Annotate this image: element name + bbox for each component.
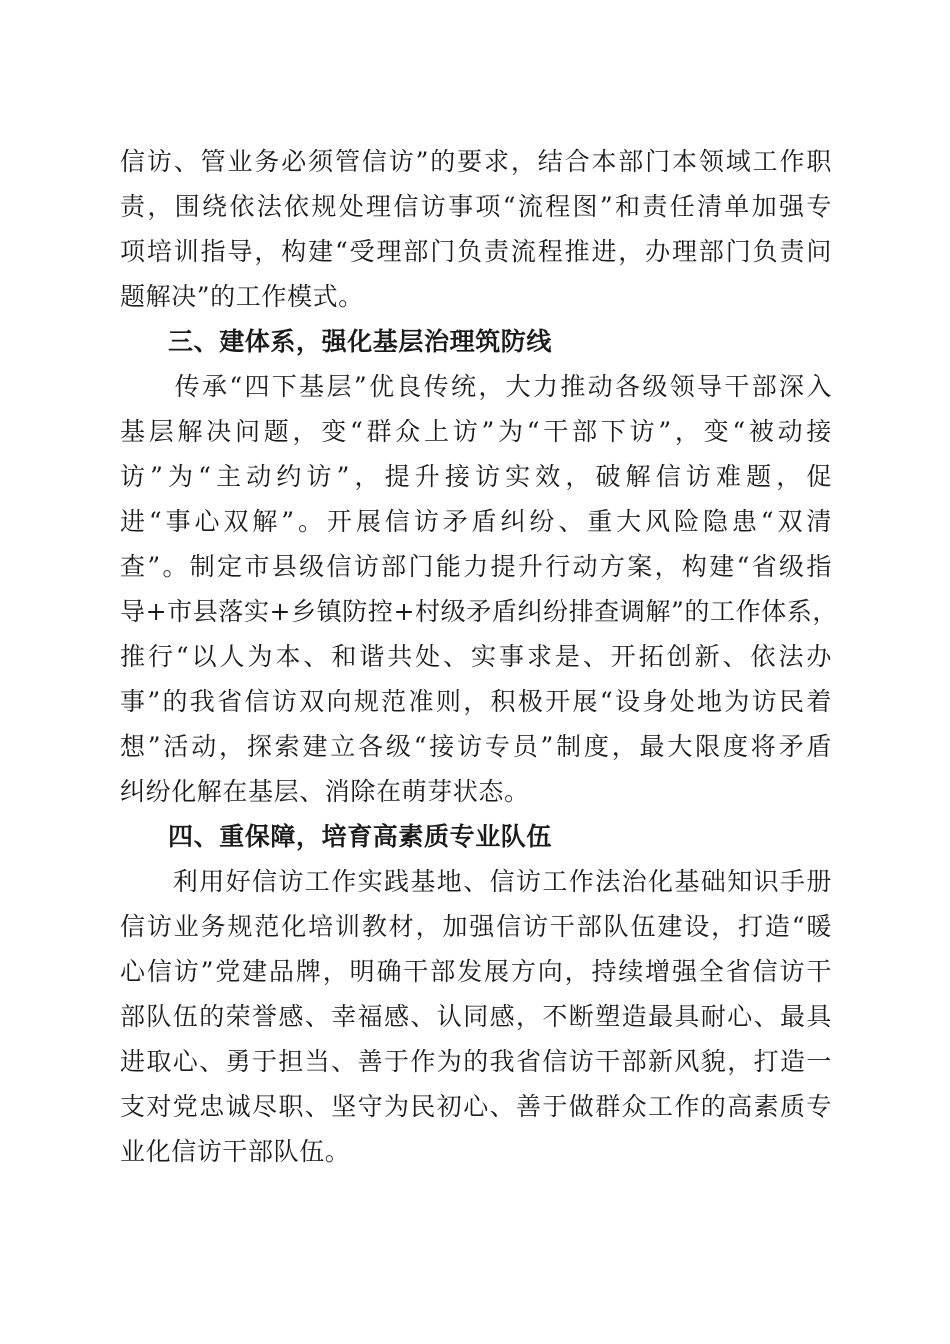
intro-line: 题解决”的工作模式。 <box>120 282 364 311</box>
section3-line: 进“事心双解”。开展信访矛盾纠纷、重大风险隐患“双清 <box>120 507 832 536</box>
section3-line: 事”的我省信访双向规范准则，积极开展“设身处地为访民着 <box>120 687 832 716</box>
section4-line: 心信访”党建品牌，明确干部发展方向，持续增强全省信访干 <box>120 957 832 986</box>
intro-line: 信访、管业务必须管信访”的要求，结合本部门本领域工作职 <box>120 147 832 176</box>
section3-line: 纠纷化解在基层、消除在萌芽状态。 <box>120 777 530 806</box>
intro-line: 项培训指导，构建“受理部门负责流程推进，办理部门负责问 <box>120 237 832 266</box>
section3-line: 访”为“主动约访”，提升接访实效，破解信访难题，促 <box>120 462 832 491</box>
section3-line: 传承“四下基层”优良传统，大力推动各级领导干部深入 <box>120 372 832 401</box>
section4-line: 利用好信访工作实践基地、信访工作法治化基础知识手册 <box>120 867 832 896</box>
section3-line: 查”。制定市县级信访部门能力提升行动方案，构建“省级指 <box>120 552 832 581</box>
section3-line: 导+市县落实+乡镇防控+村级矛盾纠纷排查调解”的工作体系， <box>120 597 839 626</box>
section4-line: 进取心、勇于担当、善于作为的我省信访干部新风貌，打造一 <box>120 1047 832 1076</box>
intro-line: 责，围绕依法依规处理信访事项“流程图”和责任清单加强专 <box>120 192 832 221</box>
section3-line: 推行“以人为本、和谐共处、实事求是、开拓创新、依法办 <box>120 642 832 671</box>
section3-line: 基层解决问题，变“群众上访”为“干部下访”，变“被动接 <box>120 417 832 446</box>
section4-line: 业化信访干部队伍。 <box>120 1137 351 1166</box>
section3-line: 想”活动，探索建立各级“接访专员”制度，最大限度将矛盾 <box>120 732 832 761</box>
section4-line: 信访业务规范化培训教材，加强信访干部队伍建设，打造“暖 <box>120 912 832 941</box>
section4-line: 部队伍的荣誉感、幸福感、认同感，不断塑造最具耐心、最具 <box>120 1002 832 1031</box>
section-heading-4: 四、重保障，培育高素质专业队伍 <box>168 822 553 851</box>
section-heading-3: 三、建体系，强化基层治理筑防线 <box>168 327 553 356</box>
section4-line: 支对党忠诚尽职、坚守为民初心、善于做群众工作的高素质专 <box>120 1092 832 1121</box>
